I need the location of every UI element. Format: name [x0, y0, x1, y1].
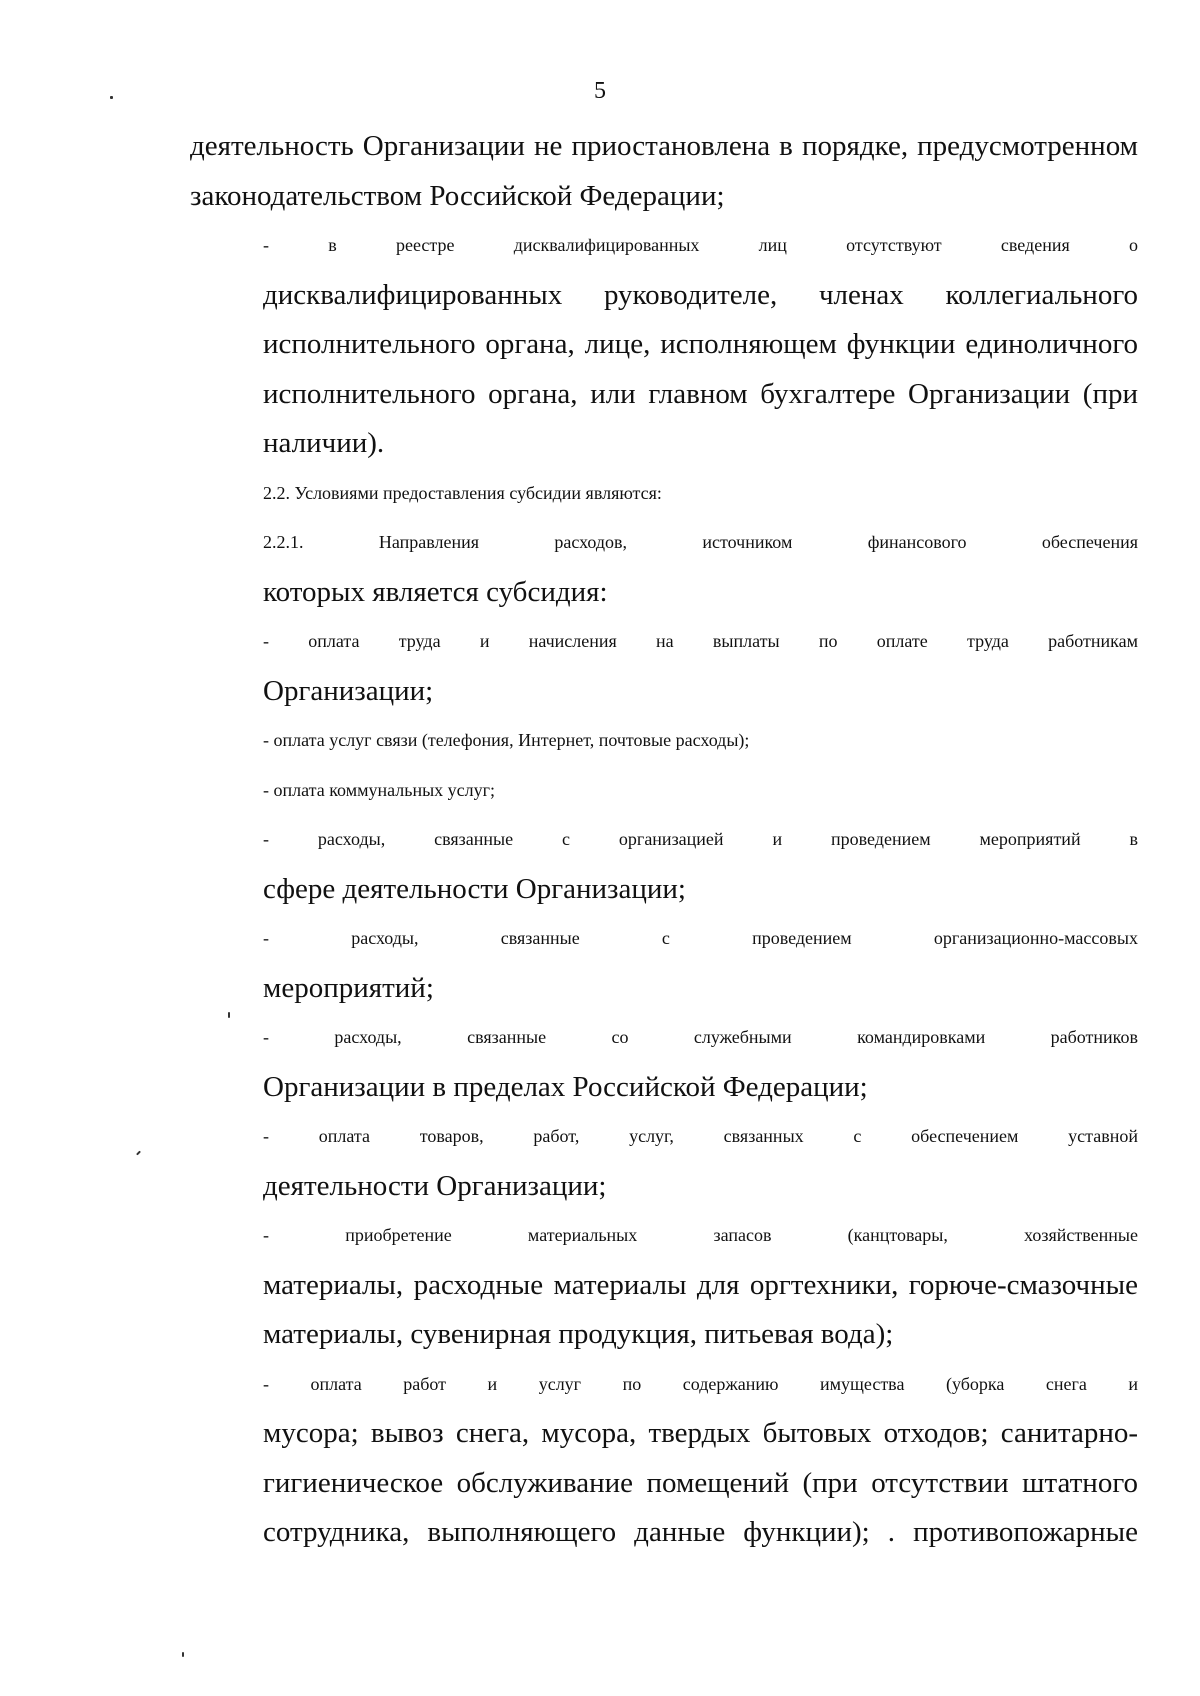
- text-line: - в реестре дисквалифицированных лиц отсутствуют сведения о: [263, 235, 1138, 255]
- text-line: материалы, расходные материалы для оргтехники, горюче-смазочные: [263, 1268, 1138, 1301]
- paragraph: [190, 1360, 1138, 1558]
- text-line: - оплата работ и услуг по содержанию имущества (уборка снега и: [263, 1373, 1138, 1394]
- paragraph: [190, 518, 1138, 617]
- text-line: - оплата коммунальных услуг;: [263, 779, 496, 800]
- text-line: - оплата труда и начисления на выплаты по оплате труда работникам: [263, 631, 1138, 651]
- text-line: Организации;: [263, 674, 434, 707]
- paragraph: [190, 914, 1138, 1013]
- text-line: - расходы, связанные со служебными командировками работников: [263, 1027, 1138, 1047]
- text-line: 2.2. Условиями предоставления субсидии являются:: [263, 482, 662, 503]
- text-line: мусора; вывоз снега, мусора, твердых бытовых отходов; санитарно-: [263, 1417, 1138, 1449]
- scan-speck: [110, 96, 113, 99]
- text-line: исполнительного органа, или главном бухгалтере Организации (при: [263, 377, 1138, 410]
- text-line: деятельности Организации;: [263, 1169, 607, 1202]
- text-line: наличии).: [263, 427, 385, 459]
- paragraph: [190, 716, 1138, 766]
- text-line: исполнительного органа, лице, исполняющем функции единоличного: [263, 328, 1138, 360]
- paragraph: [190, 1013, 1138, 1112]
- text-line: Организации в пределах Российской Федерации;: [263, 1070, 868, 1103]
- text-line: сотрудника, выполняющего данные функции); . противопожарные: [263, 1516, 1138, 1548]
- text-line: мероприятий;: [263, 971, 434, 1004]
- paragraph: [190, 122, 1138, 221]
- text-line: - расходы, связанные с проведением организационно-массовых: [263, 928, 1138, 948]
- paragraph: [190, 815, 1138, 914]
- text-line: материалы, сувенирная продукция, питьевая вода);: [263, 1318, 894, 1350]
- paragraph: [190, 1211, 1138, 1360]
- paragraph: [190, 766, 1138, 816]
- text-line: деятельность Организации не приостановлена в порядке, предусмотренном: [190, 130, 1138, 162]
- text-line: - расходы, связанные с организацией и проведением мероприятий в: [263, 829, 1138, 849]
- text-line: сфере деятельности Организации;: [263, 872, 686, 905]
- text-line: дисквалифицированных руководителе, членах коллегиального: [263, 278, 1138, 311]
- paragraph: [190, 1112, 1138, 1211]
- text-line: - оплата услуг связи (телефония, Интернет, почтовые расходы);: [263, 730, 750, 750]
- page-number: 5: [594, 78, 606, 104]
- text-line: законодательством Российской Федерации;: [190, 179, 725, 212]
- text-line: - приобретение материальных запасов (канцтовары, хозяйственные: [263, 1225, 1138, 1245]
- scan-speck: [228, 1012, 230, 1018]
- text-line: - оплата товаров, работ, услуг, связанных с обеспечением уставной: [263, 1126, 1138, 1146]
- scan-speck: [182, 1652, 184, 1657]
- scan-speck: [136, 1151, 141, 1156]
- paragraph: [190, 221, 1138, 469]
- text-line: которых является субсидия:: [263, 575, 608, 608]
- document-body: [190, 122, 1138, 1558]
- paragraph: [190, 469, 1138, 519]
- paragraph: [190, 617, 1138, 716]
- text-line: 2.2.1. Направления расходов, источником финансового обеспечения: [263, 532, 1138, 552]
- text-line: гигиеническое обслуживание помещений (при отсутствии штатного: [263, 1466, 1138, 1499]
